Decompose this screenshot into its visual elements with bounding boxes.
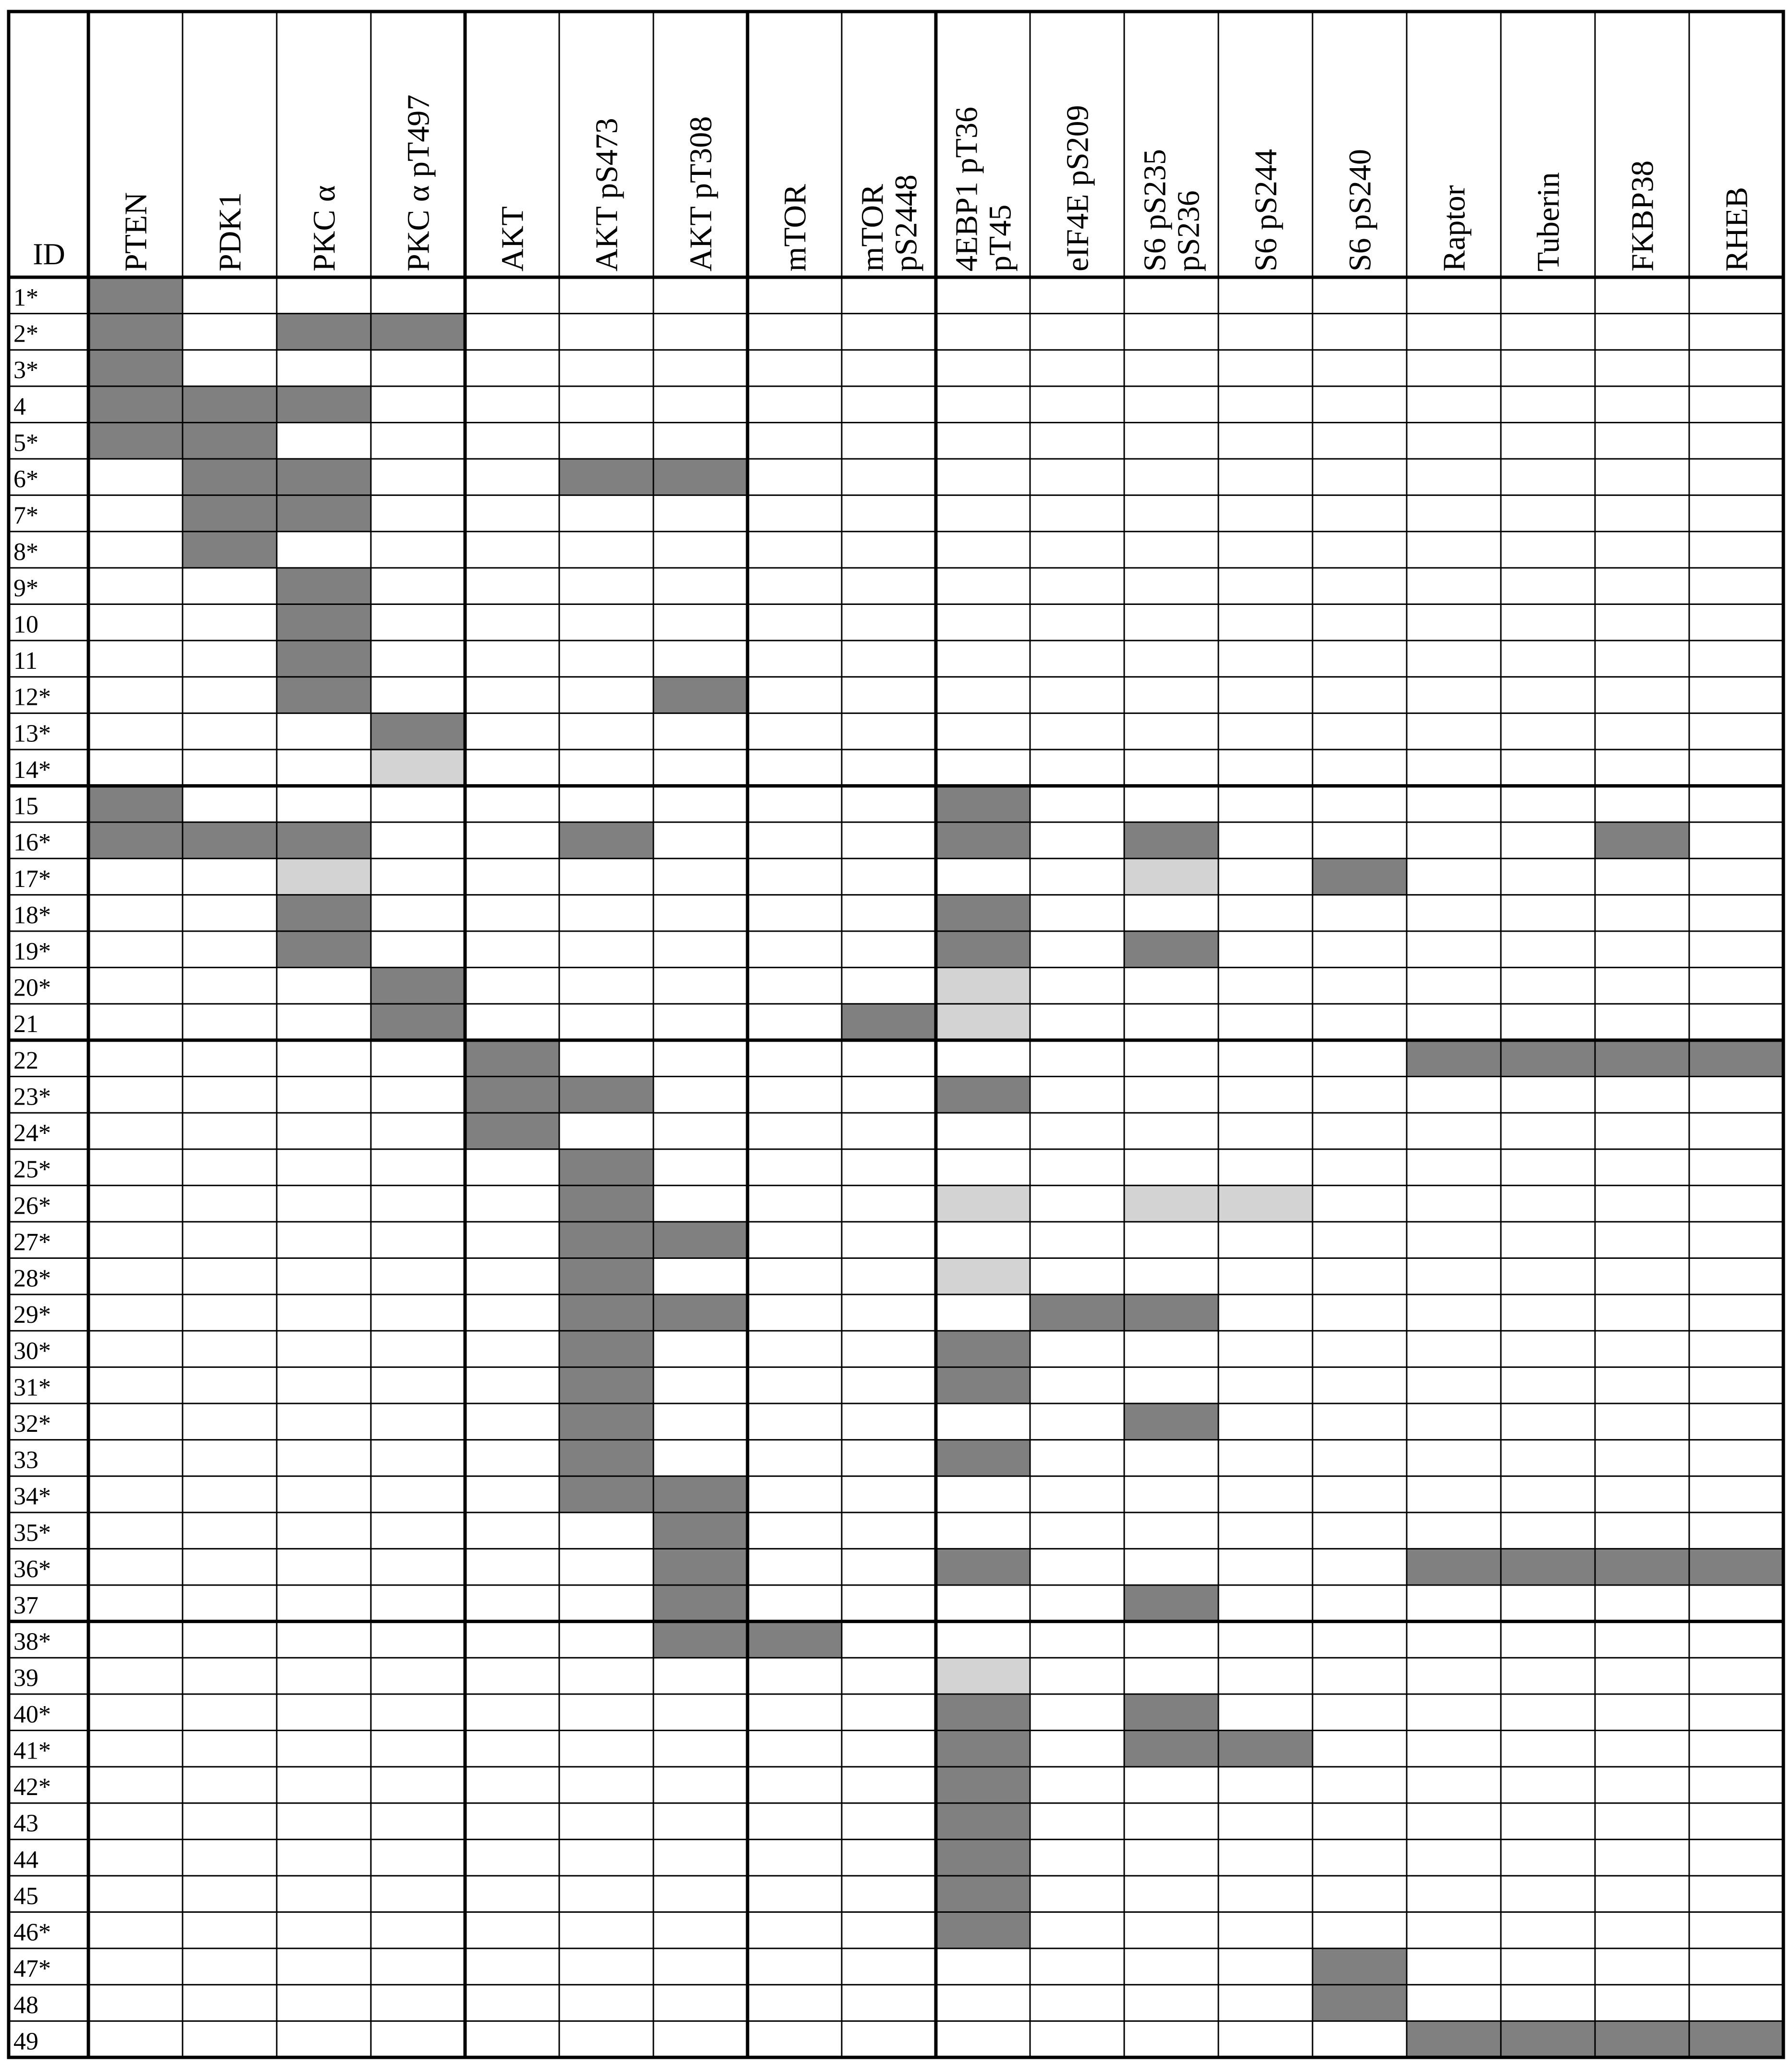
row-id-12*: 12*: [13, 683, 51, 711]
cell-4-2: [183, 386, 277, 423]
cell-11-3: [277, 640, 371, 677]
cell-26*-12: [1124, 1185, 1218, 1222]
cell-22-17: [1595, 1040, 1689, 1077]
cell-36*-16: [1501, 1549, 1595, 1585]
cell-28*-6: [559, 1258, 653, 1295]
cell-40*-12: [1124, 1694, 1218, 1731]
column-header-9: [855, 174, 923, 271]
row-id-7*: 7*: [13, 502, 38, 529]
row-id-41*: 41*: [13, 1737, 51, 1765]
row-id-11: 11: [13, 647, 38, 675]
cell-16*-6: [559, 822, 653, 859]
row-id-9*: 9*: [13, 574, 38, 602]
cell-43-10: [936, 1803, 1030, 1840]
row-id-1*: 1*: [13, 283, 38, 311]
cell-22-15: [1407, 1040, 1501, 1077]
column-header-14: [1342, 149, 1377, 271]
row-id-16*: 16*: [13, 829, 51, 857]
column-header-17: [1625, 160, 1660, 271]
cell-20*-10: [936, 968, 1030, 1004]
row-id-46*: 46*: [13, 1919, 51, 1946]
cell-29*-11: [1030, 1294, 1124, 1331]
row-id-29*: 29*: [13, 1301, 51, 1329]
cell-12*-3: [277, 677, 371, 714]
cell-47*-14: [1313, 1948, 1407, 1985]
cell-19*-12: [1124, 931, 1218, 968]
row-id-18*: 18*: [13, 901, 51, 929]
row-id-37: 37: [13, 1592, 38, 1620]
cell-36*-7: [653, 1549, 748, 1585]
cell-41*-12: [1124, 1730, 1218, 1767]
row-id-40*: 40*: [13, 1700, 51, 1728]
row-id-15: 15: [13, 792, 38, 820]
cell-34*-7: [653, 1476, 748, 1513]
column-header-10: [949, 107, 1018, 271]
cell-15-10: [936, 786, 1030, 823]
column-header-line: mTOR: [777, 184, 813, 271]
column-header-18: [1719, 187, 1754, 271]
cell-19*-10: [936, 931, 1030, 968]
cell-49-15: [1407, 2021, 1501, 2057]
column-header-line: AKT pT308: [683, 116, 719, 271]
row-id-48: 48: [13, 1991, 38, 2019]
cell-34*-6: [559, 1476, 653, 1513]
cell-33-6: [559, 1440, 653, 1476]
cell-26*-10: [936, 1185, 1030, 1222]
cell-45-10: [936, 1876, 1030, 1912]
row-id-22: 22: [13, 1046, 38, 1074]
column-header-line: S6 pS240: [1342, 149, 1378, 271]
cell-33-10: [936, 1440, 1030, 1476]
cell-21-10: [936, 1004, 1030, 1040]
row-id-2*: 2*: [13, 320, 38, 348]
row-id-32*: 32*: [13, 1410, 51, 1438]
row-id-4: 4: [13, 393, 26, 420]
column-header-line: pS2448: [888, 174, 924, 271]
row-id-47*: 47*: [13, 1955, 51, 1983]
column-header-11: [1060, 105, 1095, 272]
cell-37-7: [653, 1585, 748, 1622]
cell-26*-13: [1218, 1185, 1313, 1222]
row-id-21: 21: [13, 1010, 38, 1038]
cell-4-1: [88, 386, 183, 423]
cell-18*-10: [936, 895, 1030, 931]
column-header-line: AKT pS473: [589, 118, 625, 271]
column-header-line: PKC α: [307, 185, 342, 271]
cell-20*-4: [371, 968, 465, 1004]
cell-42*-10: [936, 1767, 1030, 1803]
cell-9*-3: [277, 568, 371, 604]
column-header-7: [683, 116, 718, 271]
cell-21-4: [371, 1004, 465, 1040]
cell-30*-10: [936, 1331, 1030, 1367]
row-id-44: 44: [13, 1846, 38, 1874]
column-header-line: pT45: [982, 204, 1018, 271]
cell-25*-6: [559, 1149, 653, 1186]
cell-22-16: [1501, 1040, 1595, 1077]
row-id-17*: 17*: [13, 865, 51, 893]
cell-12*-7: [653, 677, 748, 714]
cell-29*-12: [1124, 1294, 1218, 1331]
cell-37-12: [1124, 1585, 1218, 1622]
cell-18*-3: [277, 895, 371, 931]
row-id-38*: 38*: [13, 1628, 51, 1656]
cell-1*-1: [88, 277, 183, 314]
column-header-line: eIF4E pS209: [1060, 105, 1095, 271]
cell-23*-6: [559, 1076, 653, 1113]
row-id-33: 33: [13, 1446, 38, 1474]
cell-5*-2: [183, 422, 277, 459]
column-header-13: [1248, 149, 1283, 271]
cell-32*-6: [559, 1403, 653, 1440]
cell-27*-7: [653, 1222, 748, 1258]
cell-22-18: [1689, 1040, 1783, 1077]
row-id-19*: 19*: [13, 937, 51, 965]
column-header-line: FKBP38: [1625, 160, 1660, 271]
cell-2*-1: [88, 314, 183, 350]
cell-23*-5: [465, 1076, 559, 1113]
cell-16*-1: [88, 822, 183, 859]
column-header-line: S6 pS244: [1248, 149, 1284, 271]
column-header-line: PKC α pT497: [401, 94, 436, 271]
cell-38*-7: [653, 1622, 748, 1658]
cell-36*-18: [1689, 1549, 1783, 1585]
cell-30*-6: [559, 1331, 653, 1367]
column-header-5: [495, 206, 530, 271]
column-header-line: PTEN: [118, 192, 154, 271]
column-header-line: S6 pS235: [1137, 149, 1173, 271]
column-header-line: AKT: [495, 206, 530, 271]
cell-19*-3: [277, 931, 371, 968]
cell-23*-10: [936, 1076, 1030, 1113]
cell-31*-6: [559, 1367, 653, 1403]
cell-22-5: [465, 1040, 559, 1077]
column-header-line: Raptor: [1436, 185, 1472, 271]
row-id-5*: 5*: [13, 429, 38, 457]
cell-31*-10: [936, 1367, 1030, 1403]
row-id-27*: 27*: [13, 1228, 51, 1256]
cell-3*-1: [88, 350, 183, 386]
cell-29*-7: [653, 1294, 748, 1331]
row-id-10: 10: [13, 611, 38, 639]
column-header-line: 4EBP1 pT36: [949, 107, 984, 271]
cell-41*-13: [1218, 1730, 1313, 1767]
cell-14*-4: [371, 750, 465, 786]
cell-46*-10: [936, 1912, 1030, 1949]
cell-16*-2: [183, 822, 277, 859]
cell-5*-1: [88, 422, 183, 459]
cell-2*-4: [371, 314, 465, 350]
cell-6*-3: [277, 459, 371, 495]
cell-39-10: [936, 1658, 1030, 1694]
cell-27*-6: [559, 1222, 653, 1258]
cell-4-3: [277, 386, 371, 423]
cell-48-14: [1313, 1985, 1407, 2021]
row-id-35*: 35*: [13, 1519, 51, 1547]
cell-7*-3: [277, 495, 371, 532]
column-header-12: [1137, 149, 1206, 271]
row-id-24*: 24*: [13, 1120, 51, 1147]
column-header-line: RHEB: [1719, 186, 1755, 271]
cell-44-10: [936, 1839, 1030, 1876]
cell-49-18: [1689, 2021, 1783, 2057]
cell-36*-10: [936, 1549, 1030, 1585]
row-id-25*: 25*: [13, 1156, 51, 1183]
cell-17*-14: [1313, 859, 1407, 895]
id-header: ID: [33, 237, 65, 271]
cell-49-17: [1595, 2021, 1689, 2057]
cell-13*-4: [371, 713, 465, 750]
row-id-6*: 6*: [13, 466, 38, 493]
cell-16*-10: [936, 822, 1030, 859]
cell-2*-3: [277, 314, 371, 350]
row-id-49: 49: [13, 2028, 38, 2055]
column-header-line: pS236: [1171, 190, 1206, 271]
cell-36*-15: [1407, 1549, 1501, 1585]
column-header-16: [1531, 172, 1566, 271]
row-id-36*: 36*: [13, 1555, 51, 1583]
cell-7*-2: [183, 495, 277, 532]
row-id-45: 45: [13, 1882, 38, 1910]
cell-15-1: [88, 786, 183, 823]
cell-21-9: [842, 1004, 936, 1040]
cell-17*-12: [1124, 859, 1218, 895]
row-id-13*: 13*: [13, 720, 51, 748]
row-id-3*: 3*: [13, 357, 38, 384]
cell-16*-3: [277, 822, 371, 859]
cell-32*-12: [1124, 1403, 1218, 1440]
row-id-43: 43: [13, 1809, 38, 1837]
column-header-2: [212, 192, 247, 271]
cell-28*-10: [936, 1258, 1030, 1295]
row-id-8*: 8*: [13, 538, 38, 566]
row-id-39: 39: [13, 1664, 38, 1692]
cell-10-3: [277, 604, 371, 641]
column-header-6: [589, 118, 624, 271]
cell-40*-10: [936, 1694, 1030, 1731]
column-header-line: mTOR: [855, 184, 890, 271]
cell-6*-2: [183, 459, 277, 495]
row-id-42*: 42*: [13, 1773, 51, 1801]
cell-16*-17: [1595, 822, 1689, 859]
column-header-8: [777, 184, 812, 271]
row-id-30*: 30*: [13, 1337, 51, 1365]
cell-35*-7: [653, 1513, 748, 1549]
cell-6*-6: [559, 459, 653, 495]
cell-49-16: [1501, 2021, 1595, 2057]
row-id-26*: 26*: [13, 1192, 51, 1220]
row-id-28*: 28*: [13, 1265, 51, 1292]
column-header-15: [1436, 185, 1472, 271]
row-id-20*: 20*: [13, 974, 51, 1002]
cell-41*-10: [936, 1730, 1030, 1767]
cell-17*-3: [277, 859, 371, 895]
cell-16*-12: [1124, 822, 1218, 859]
row-id-34*: 34*: [13, 1483, 51, 1511]
cell-8*-2: [183, 531, 277, 568]
cell-6*-7: [653, 459, 748, 495]
column-header-4: [401, 95, 436, 271]
row-id-31*: 31*: [13, 1374, 51, 1402]
row-id-23*: 23*: [13, 1083, 51, 1111]
column-header-line: Tuberin: [1531, 172, 1566, 271]
cell-26*-6: [559, 1185, 653, 1222]
row-id-14*: 14*: [13, 756, 51, 784]
column-header-3: [307, 185, 342, 271]
cell-36*-17: [1595, 1549, 1689, 1585]
cell-29*-6: [559, 1294, 653, 1331]
column-header-line: PDK1: [212, 192, 248, 271]
cell-24*-5: [465, 1113, 559, 1149]
column-header-1: [118, 192, 153, 271]
cell-38*-8: [748, 1622, 842, 1658]
